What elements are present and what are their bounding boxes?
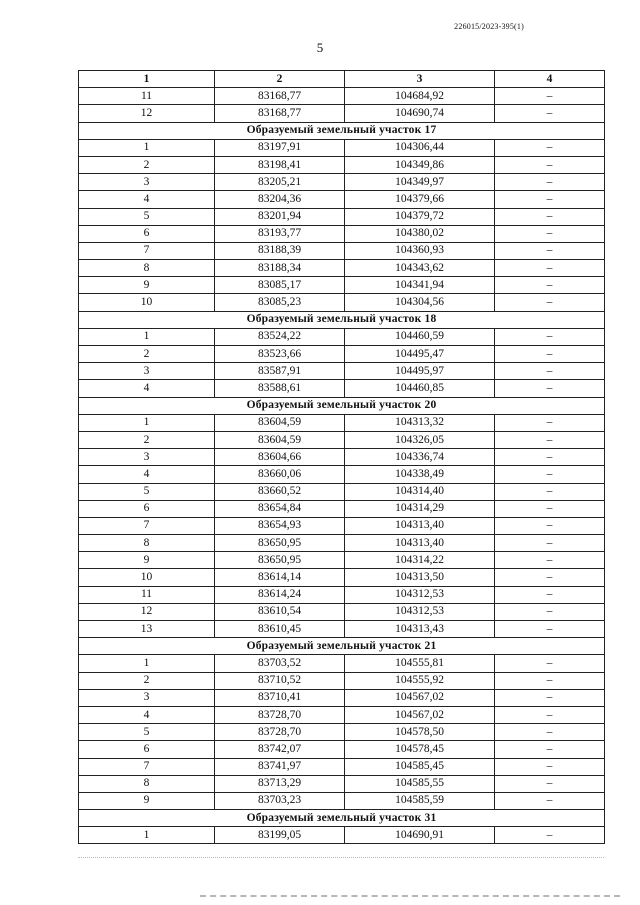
x-coordinate-cell: 83588,61 <box>215 380 345 397</box>
table-row <box>79 139 605 156</box>
accuracy-cell: – <box>495 603 605 620</box>
point-number-cell: 8 <box>79 535 215 552</box>
x-coordinate-cell: 83201,94 <box>215 208 345 225</box>
y-coordinate-cell: 104314,29 <box>345 500 495 517</box>
point-number-cell: 11 <box>79 586 215 603</box>
point-number-cell: 8 <box>79 260 215 277</box>
y-coordinate-cell: 104306,44 <box>345 139 495 156</box>
y-coordinate-cell: 104495,47 <box>345 346 495 363</box>
accuracy-cell: – <box>495 174 605 191</box>
y-coordinate-cell: 104578,45 <box>345 741 495 758</box>
accuracy-cell: – <box>495 260 605 277</box>
section-title: Образуемый земельный участок 18 <box>79 311 605 328</box>
y-coordinate-cell: 104360,93 <box>345 242 495 259</box>
x-coordinate-cell: 83660,06 <box>215 466 345 483</box>
accuracy-cell: – <box>495 242 605 259</box>
accuracy-cell: – <box>495 363 605 380</box>
y-coordinate-cell: 104578,50 <box>345 724 495 741</box>
point-number-cell: 4 <box>79 191 215 208</box>
point-number-cell: 10 <box>79 569 215 586</box>
table-row <box>79 586 605 603</box>
table-row <box>79 672 605 689</box>
y-coordinate-cell: 104555,92 <box>345 672 495 689</box>
column-header: 2 <box>215 71 345 88</box>
y-coordinate-cell: 104312,53 <box>345 586 495 603</box>
point-number-cell: 5 <box>79 208 215 225</box>
accuracy-cell: – <box>495 431 605 448</box>
y-coordinate-cell: 104495,97 <box>345 363 495 380</box>
point-number-cell: 7 <box>79 242 215 259</box>
table-row <box>79 621 605 638</box>
section-header-row <box>79 122 605 139</box>
section-title: Образуемый земельный участок 31 <box>79 810 605 827</box>
point-number-cell: 1 <box>79 827 215 844</box>
x-coordinate-cell: 83728,70 <box>215 706 345 723</box>
y-coordinate-cell: 104313,40 <box>345 517 495 534</box>
section-header-row <box>79 397 605 414</box>
y-coordinate-cell: 104314,40 <box>345 483 495 500</box>
table-row <box>79 758 605 775</box>
point-number-cell: 8 <box>79 775 215 792</box>
x-coordinate-cell: 83188,34 <box>215 260 345 277</box>
point-number-cell: 4 <box>79 706 215 723</box>
point-number-cell: 1 <box>79 139 215 156</box>
point-number-cell: 3 <box>79 689 215 706</box>
table-row <box>79 242 605 259</box>
table-row <box>79 655 605 672</box>
section-title: Образуемый земельный участок 20 <box>79 397 605 414</box>
y-coordinate-cell: 104343,62 <box>345 260 495 277</box>
y-coordinate-cell: 104585,55 <box>345 775 495 792</box>
x-coordinate-cell: 83604,66 <box>215 449 345 466</box>
table-row <box>79 260 605 277</box>
y-coordinate-cell: 104555,81 <box>345 655 495 672</box>
point-number-cell: 1 <box>79 328 215 345</box>
point-number-cell: 11 <box>79 88 215 105</box>
point-number-cell: 2 <box>79 156 215 173</box>
table-row <box>79 294 605 311</box>
y-coordinate-cell: 104304,56 <box>345 294 495 311</box>
y-coordinate-cell: 104567,02 <box>345 706 495 723</box>
table-row <box>79 328 605 345</box>
table-row <box>79 706 605 723</box>
accuracy-cell: – <box>495 706 605 723</box>
table-row <box>79 449 605 466</box>
accuracy-cell: – <box>495 139 605 156</box>
table-row <box>79 105 605 122</box>
point-number-cell: 12 <box>79 603 215 620</box>
x-coordinate-cell: 83193,77 <box>215 225 345 242</box>
table-row <box>79 88 605 105</box>
table-row <box>79 414 605 431</box>
x-coordinate-cell: 83654,84 <box>215 500 345 517</box>
accuracy-cell: – <box>495 758 605 775</box>
x-coordinate-cell: 83710,41 <box>215 689 345 706</box>
y-coordinate-cell: 104460,85 <box>345 380 495 397</box>
table-row <box>79 191 605 208</box>
x-coordinate-cell: 83168,77 <box>215 105 345 122</box>
table-row <box>79 174 605 191</box>
accuracy-cell: – <box>495 466 605 483</box>
point-number-cell: 3 <box>79 363 215 380</box>
y-coordinate-cell: 104684,92 <box>345 88 495 105</box>
accuracy-cell: – <box>495 500 605 517</box>
table-header-row <box>79 71 605 88</box>
y-coordinate-cell: 104349,86 <box>345 156 495 173</box>
point-number-cell: 9 <box>79 277 215 294</box>
accuracy-cell: – <box>495 225 605 242</box>
table-row <box>79 724 605 741</box>
document-number: 226015/2023-395(1) <box>454 22 524 31</box>
x-coordinate-cell: 83650,95 <box>215 535 345 552</box>
x-coordinate-cell: 83604,59 <box>215 414 345 431</box>
x-coordinate-cell: 83197,91 <box>215 139 345 156</box>
table-row <box>79 380 605 397</box>
x-coordinate-cell: 83085,17 <box>215 277 345 294</box>
point-number-cell: 5 <box>79 483 215 500</box>
table-row <box>79 156 605 173</box>
accuracy-cell: – <box>495 517 605 534</box>
x-coordinate-cell: 83650,95 <box>215 552 345 569</box>
table-row <box>79 363 605 380</box>
table-row <box>79 741 605 758</box>
point-number-cell: 9 <box>79 792 215 809</box>
y-coordinate-cell: 104341,94 <box>345 277 495 294</box>
point-number-cell: 3 <box>79 174 215 191</box>
y-coordinate-cell: 104313,32 <box>345 414 495 431</box>
section-title: Образуемый земельный участок 17 <box>79 122 605 139</box>
y-coordinate-cell: 104585,45 <box>345 758 495 775</box>
point-number-cell: 5 <box>79 724 215 741</box>
table-row <box>79 775 605 792</box>
accuracy-cell: – <box>495 655 605 672</box>
accuracy-cell: – <box>495 569 605 586</box>
point-number-cell: 2 <box>79 431 215 448</box>
accuracy-cell: – <box>495 672 605 689</box>
accuracy-cell: – <box>495 775 605 792</box>
point-number-cell: 10 <box>79 294 215 311</box>
x-coordinate-cell: 83188,39 <box>215 242 345 259</box>
x-coordinate-cell: 83524,22 <box>215 328 345 345</box>
point-number-cell: 6 <box>79 225 215 242</box>
y-coordinate-cell: 104326,05 <box>345 431 495 448</box>
point-number-cell: 6 <box>79 500 215 517</box>
point-number-cell: 6 <box>79 741 215 758</box>
x-coordinate-cell: 83205,21 <box>215 174 345 191</box>
x-coordinate-cell: 83713,29 <box>215 775 345 792</box>
point-number-cell: 12 <box>79 105 215 122</box>
x-coordinate-cell: 83703,52 <box>215 655 345 672</box>
y-coordinate-cell: 104312,53 <box>345 603 495 620</box>
accuracy-cell: – <box>495 741 605 758</box>
x-coordinate-cell: 83199,05 <box>215 827 345 844</box>
table-row <box>79 517 605 534</box>
x-coordinate-cell: 83523,66 <box>215 346 345 363</box>
point-number-cell: 1 <box>79 414 215 431</box>
point-number-cell: 4 <box>79 380 215 397</box>
x-coordinate-cell: 83710,52 <box>215 672 345 689</box>
accuracy-cell: – <box>495 535 605 552</box>
accuracy-cell: – <box>495 552 605 569</box>
point-number-cell: 3 <box>79 449 215 466</box>
table-row <box>79 466 605 483</box>
column-header: 4 <box>495 71 605 88</box>
x-coordinate-cell: 83610,54 <box>215 603 345 620</box>
x-coordinate-cell: 83204,36 <box>215 191 345 208</box>
column-header: 3 <box>345 71 495 88</box>
y-coordinate-cell: 104460,59 <box>345 328 495 345</box>
y-coordinate-cell: 104313,43 <box>345 621 495 638</box>
accuracy-cell: – <box>495 277 605 294</box>
y-coordinate-cell: 104585,59 <box>345 792 495 809</box>
table-row <box>79 569 605 586</box>
accuracy-cell: – <box>495 294 605 311</box>
point-number-cell: 4 <box>79 466 215 483</box>
x-coordinate-cell: 83741,97 <box>215 758 345 775</box>
point-number-cell: 1 <box>79 655 215 672</box>
accuracy-cell: – <box>495 156 605 173</box>
table-row <box>79 208 605 225</box>
table-row <box>79 689 605 706</box>
accuracy-cell: – <box>495 449 605 466</box>
accuracy-cell: – <box>495 689 605 706</box>
section-header-row <box>79 638 605 655</box>
x-coordinate-cell: 83604,59 <box>215 431 345 448</box>
accuracy-cell: – <box>495 380 605 397</box>
table-row <box>79 225 605 242</box>
x-coordinate-cell: 83614,24 <box>215 586 345 603</box>
table-row <box>79 552 605 569</box>
table-row <box>79 535 605 552</box>
section-header-row <box>79 311 605 328</box>
table-row <box>79 483 605 500</box>
point-number-cell: 2 <box>79 346 215 363</box>
y-coordinate-cell: 104338,49 <box>345 466 495 483</box>
point-number-cell: 2 <box>79 672 215 689</box>
x-coordinate-cell: 83654,93 <box>215 517 345 534</box>
accuracy-cell: – <box>495 346 605 363</box>
point-number-cell: 9 <box>79 552 215 569</box>
x-coordinate-cell: 83660,52 <box>215 483 345 500</box>
x-coordinate-cell: 83614,14 <box>215 569 345 586</box>
x-coordinate-cell: 83728,70 <box>215 724 345 741</box>
y-coordinate-cell: 104567,02 <box>345 689 495 706</box>
accuracy-cell: – <box>495 88 605 105</box>
x-coordinate-cell: 83587,91 <box>215 363 345 380</box>
accuracy-cell: – <box>495 586 605 603</box>
accuracy-cell: – <box>495 724 605 741</box>
accuracy-cell: – <box>495 827 605 844</box>
section-title: Образуемый земельный участок 21 <box>79 638 605 655</box>
column-header: 1 <box>79 71 215 88</box>
accuracy-cell: – <box>495 792 605 809</box>
table-body <box>79 88 605 844</box>
y-coordinate-cell: 104690,74 <box>345 105 495 122</box>
point-number-cell: 13 <box>79 621 215 638</box>
bottom-rule <box>78 857 604 858</box>
accuracy-cell: – <box>495 191 605 208</box>
x-coordinate-cell: 83610,45 <box>215 621 345 638</box>
accuracy-cell: – <box>495 105 605 122</box>
x-coordinate-cell: 83168,77 <box>215 88 345 105</box>
point-number-cell: 7 <box>79 758 215 775</box>
point-number-cell: 7 <box>79 517 215 534</box>
table-row <box>79 827 605 844</box>
y-coordinate-cell: 104379,72 <box>345 208 495 225</box>
x-coordinate-cell: 83742,07 <box>215 741 345 758</box>
y-coordinate-cell: 104314,22 <box>345 552 495 569</box>
accuracy-cell: – <box>495 328 605 345</box>
y-coordinate-cell: 104380,02 <box>345 225 495 242</box>
x-coordinate-cell: 83198,41 <box>215 156 345 173</box>
section-header-row <box>79 810 605 827</box>
footer-scan-artifact <box>200 895 620 901</box>
accuracy-cell: – <box>495 621 605 638</box>
table-row <box>79 277 605 294</box>
y-coordinate-cell: 104313,50 <box>345 569 495 586</box>
table-row <box>79 431 605 448</box>
page-number: 5 <box>316 40 324 55</box>
accuracy-cell: – <box>495 208 605 225</box>
y-coordinate-cell: 104349,97 <box>345 174 495 191</box>
table-row <box>79 500 605 517</box>
y-coordinate-cell: 104379,66 <box>345 191 495 208</box>
accuracy-cell: – <box>495 414 605 431</box>
y-coordinate-cell: 104690,91 <box>345 827 495 844</box>
accuracy-cell: – <box>495 483 605 500</box>
x-coordinate-cell: 83703,23 <box>215 792 345 809</box>
y-coordinate-cell: 104336,74 <box>345 449 495 466</box>
table-row <box>79 792 605 809</box>
y-coordinate-cell: 104313,40 <box>345 535 495 552</box>
table-row <box>79 603 605 620</box>
table-row <box>79 346 605 363</box>
coordinates-table <box>78 70 605 844</box>
x-coordinate-cell: 83085,23 <box>215 294 345 311</box>
